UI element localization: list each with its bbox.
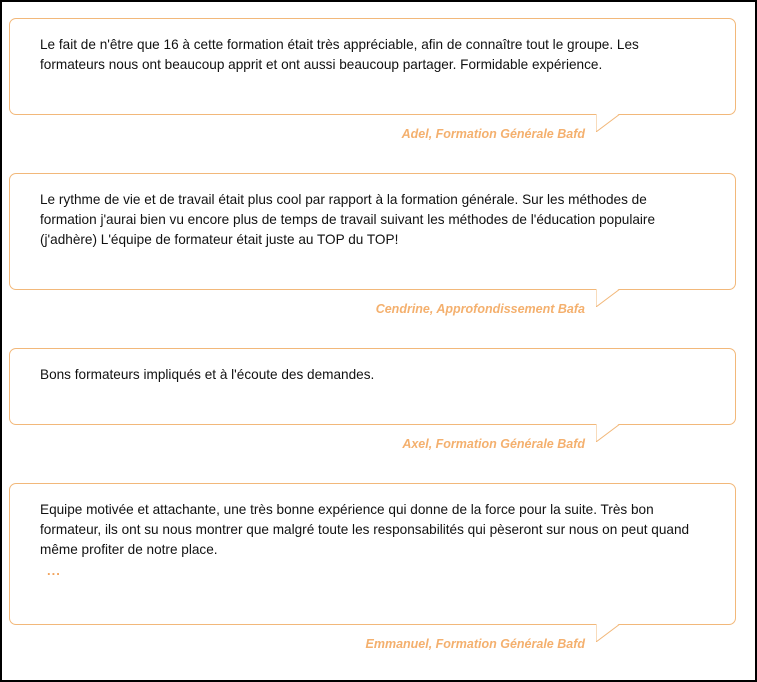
speech-tail-icon xyxy=(596,624,626,642)
testimonial-text: Le rythme de vie et de travail était plus cool par rapport à la formation générale. Sur les méthodes de formation j'aurai bien vu encore plus de temps de travail suivant les méthodes de l'éducation populaire (j'adhère) L'équipe de formateur était juste au TOP du TOP! xyxy=(40,192,656,247)
testimonial-author: Emmanuel, Formation Générale Bafd xyxy=(365,637,585,651)
testimonial-text: Bons formateurs impliqués et à l'écoute des demandes. xyxy=(40,367,375,382)
testimonial-bubble-4 xyxy=(9,483,736,625)
testimonial-author: Cendrine, Approfondissement Bafa xyxy=(375,302,585,316)
testimonial-author: Adel, Formation Générale Bafd xyxy=(401,127,585,141)
testimonial-text: Le fait de n'être que 16 à cette formation était très appréciable, afin de connaître tout le groupe. Les formateurs nous ont beaucoup apprit et ont aussi beaucoup partager. Formidable expérience. xyxy=(40,37,639,72)
testimonial-bubble-2 xyxy=(9,173,736,290)
read-more-link[interactable]: ... xyxy=(47,563,61,578)
testimonial-bubble-1 xyxy=(9,18,736,115)
speech-tail-icon xyxy=(596,289,626,307)
testimonial-text: Equipe motivée et attachante, une très bonne expérience qui donne de la force pour la suite. Très bon formateur, ils ont su nous montrer que malgré toute les responsabilités qui pèseront sur nous on peut quand même profiter de notre place. xyxy=(40,502,690,557)
testimonial-bubble-3 xyxy=(9,348,736,425)
speech-tail-icon xyxy=(596,424,626,442)
testimonial-author: Axel, Formation Générale Bafd xyxy=(402,437,585,451)
speech-tail-icon xyxy=(596,114,626,132)
